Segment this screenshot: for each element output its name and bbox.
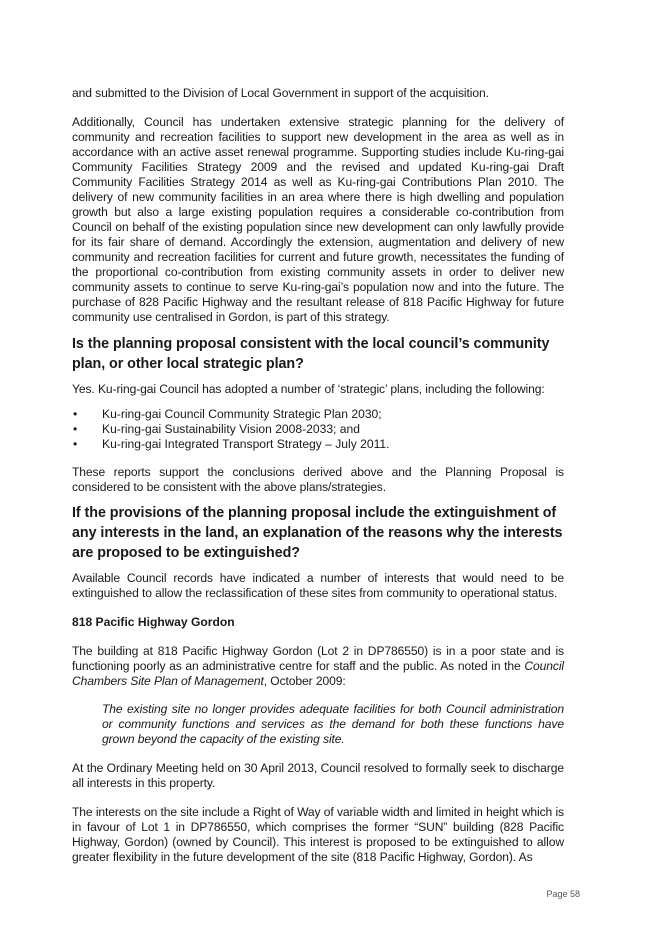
strategic-planning-paragraph: Additionally, Council has undertaken extensive strategic planning for the delivery of community and recreation facilities to support new development in the area as well as in accordance with an active asset renewal programme. Supporting studies include Ku-ring-gai Community Facilities Strategy 2009 and the revised and updated Ku-ring-gai Draft Community Facilities Strategy 2014 as well as Ku-ring-gai Contributions Plan 2010. The delivery of new community facilities in an area where there is high dwelling and population growth but also a large existing population requires a considerable co-contribution from Council on behalf of the existing population since new development can only lawfully provide for its fair share of demand. Accordingly the extension, augmentation and delivery of new community and recreation facilities for current and future growth, necessitates the funding of the proportional co-contribution from existing community assets in order to deliver new community assets to continue to serve Ku-ring-gai’s population now and into the future. The purchase of 828 Pacific Highway and the resultant release of 818 Pacific Highway for future community use centralised in Gordon, is part of this strategy. (72, 115, 564, 324)
list-item-text: Ku-ring-gai Integrated Transport Strategy – July 2011. (102, 437, 390, 451)
plan-quote (102, 702, 564, 747)
strategic-plans-list (72, 407, 564, 452)
available-records-paragraph: Available Council records have indicated a number of interests that would need to be extinguished to allow the reclassification of these sites from community to operational status. (72, 571, 564, 600)
list-item-text: Ku-ring-gai Council Community Strategic Plan 2030; (102, 407, 382, 421)
list-item-text: Ku-ring-gai Sustainability Vision 2008-2033; and (102, 422, 360, 436)
site-subheading: 818 Pacific Highway Gordon (72, 615, 235, 629)
list-item (72, 422, 564, 437)
meeting-paragraph: At the Ordinary Meeting held on 30 April 2013, Council resolved to formally seek to discharge all interests in this property. (72, 761, 564, 790)
plan-of-management-title: Council Chambers Site Plan of Management (72, 659, 564, 688)
bullet-icon: • (73, 407, 78, 421)
interests-paragraph: The interests on the site include a Right of Way of variable width and limited in height which is in favour of Lot 1 in DP786550, which comprises the former “SUN” building (828 Pacific Highway, Gordon) (owned by Council). This interest is proposed to be extinguished to allow greater flexibility in the future development of the site (818 Pacific Highway, Gordon). As (72, 805, 564, 864)
document-page (72, 86, 564, 865)
building-paragraph (72, 644, 564, 689)
strategic-plans-intro: Yes. Ku-ring-gai Council has adopted a number of ‘strategic’ plans, including the following: (72, 382, 545, 396)
bullet-icon: • (73, 437, 78, 451)
page-number: Page 58 (546, 889, 580, 899)
extinguishment-heading: If the provisions of the planning proposal include the extinguishment of any interests in the land, an explanation of the reasons why the interests are proposed to be extinguished? (72, 505, 563, 561)
bullet-icon: • (73, 422, 78, 436)
reports-paragraph: These reports support the conclusions derived above and the Planning Proposal is considered to be consistent with the above plans/strategies. (72, 465, 564, 494)
building-text-a: The building at 818 Pacific Highway Gordon (Lot 2 in DP786550) is in a poor state and is functioning poorly as an administrative centre for staff and the public. As noted in the (72, 644, 564, 673)
list-item (72, 407, 564, 422)
lead-paragraph: and submitted to the Division of Local Government in support of the acquisition. (72, 86, 489, 100)
list-item (72, 437, 564, 452)
building-text-b: , October 2009: (263, 674, 346, 688)
community-plan-heading: Is the planning proposal consistent with the local council’s community plan, or other local strategic plan? (72, 336, 550, 372)
quote-text: The existing site no longer provides adequate facilities for both Council administration or community functions and services as the demand for both these functions have grown beyond the capacity of the existing site. (102, 702, 564, 746)
